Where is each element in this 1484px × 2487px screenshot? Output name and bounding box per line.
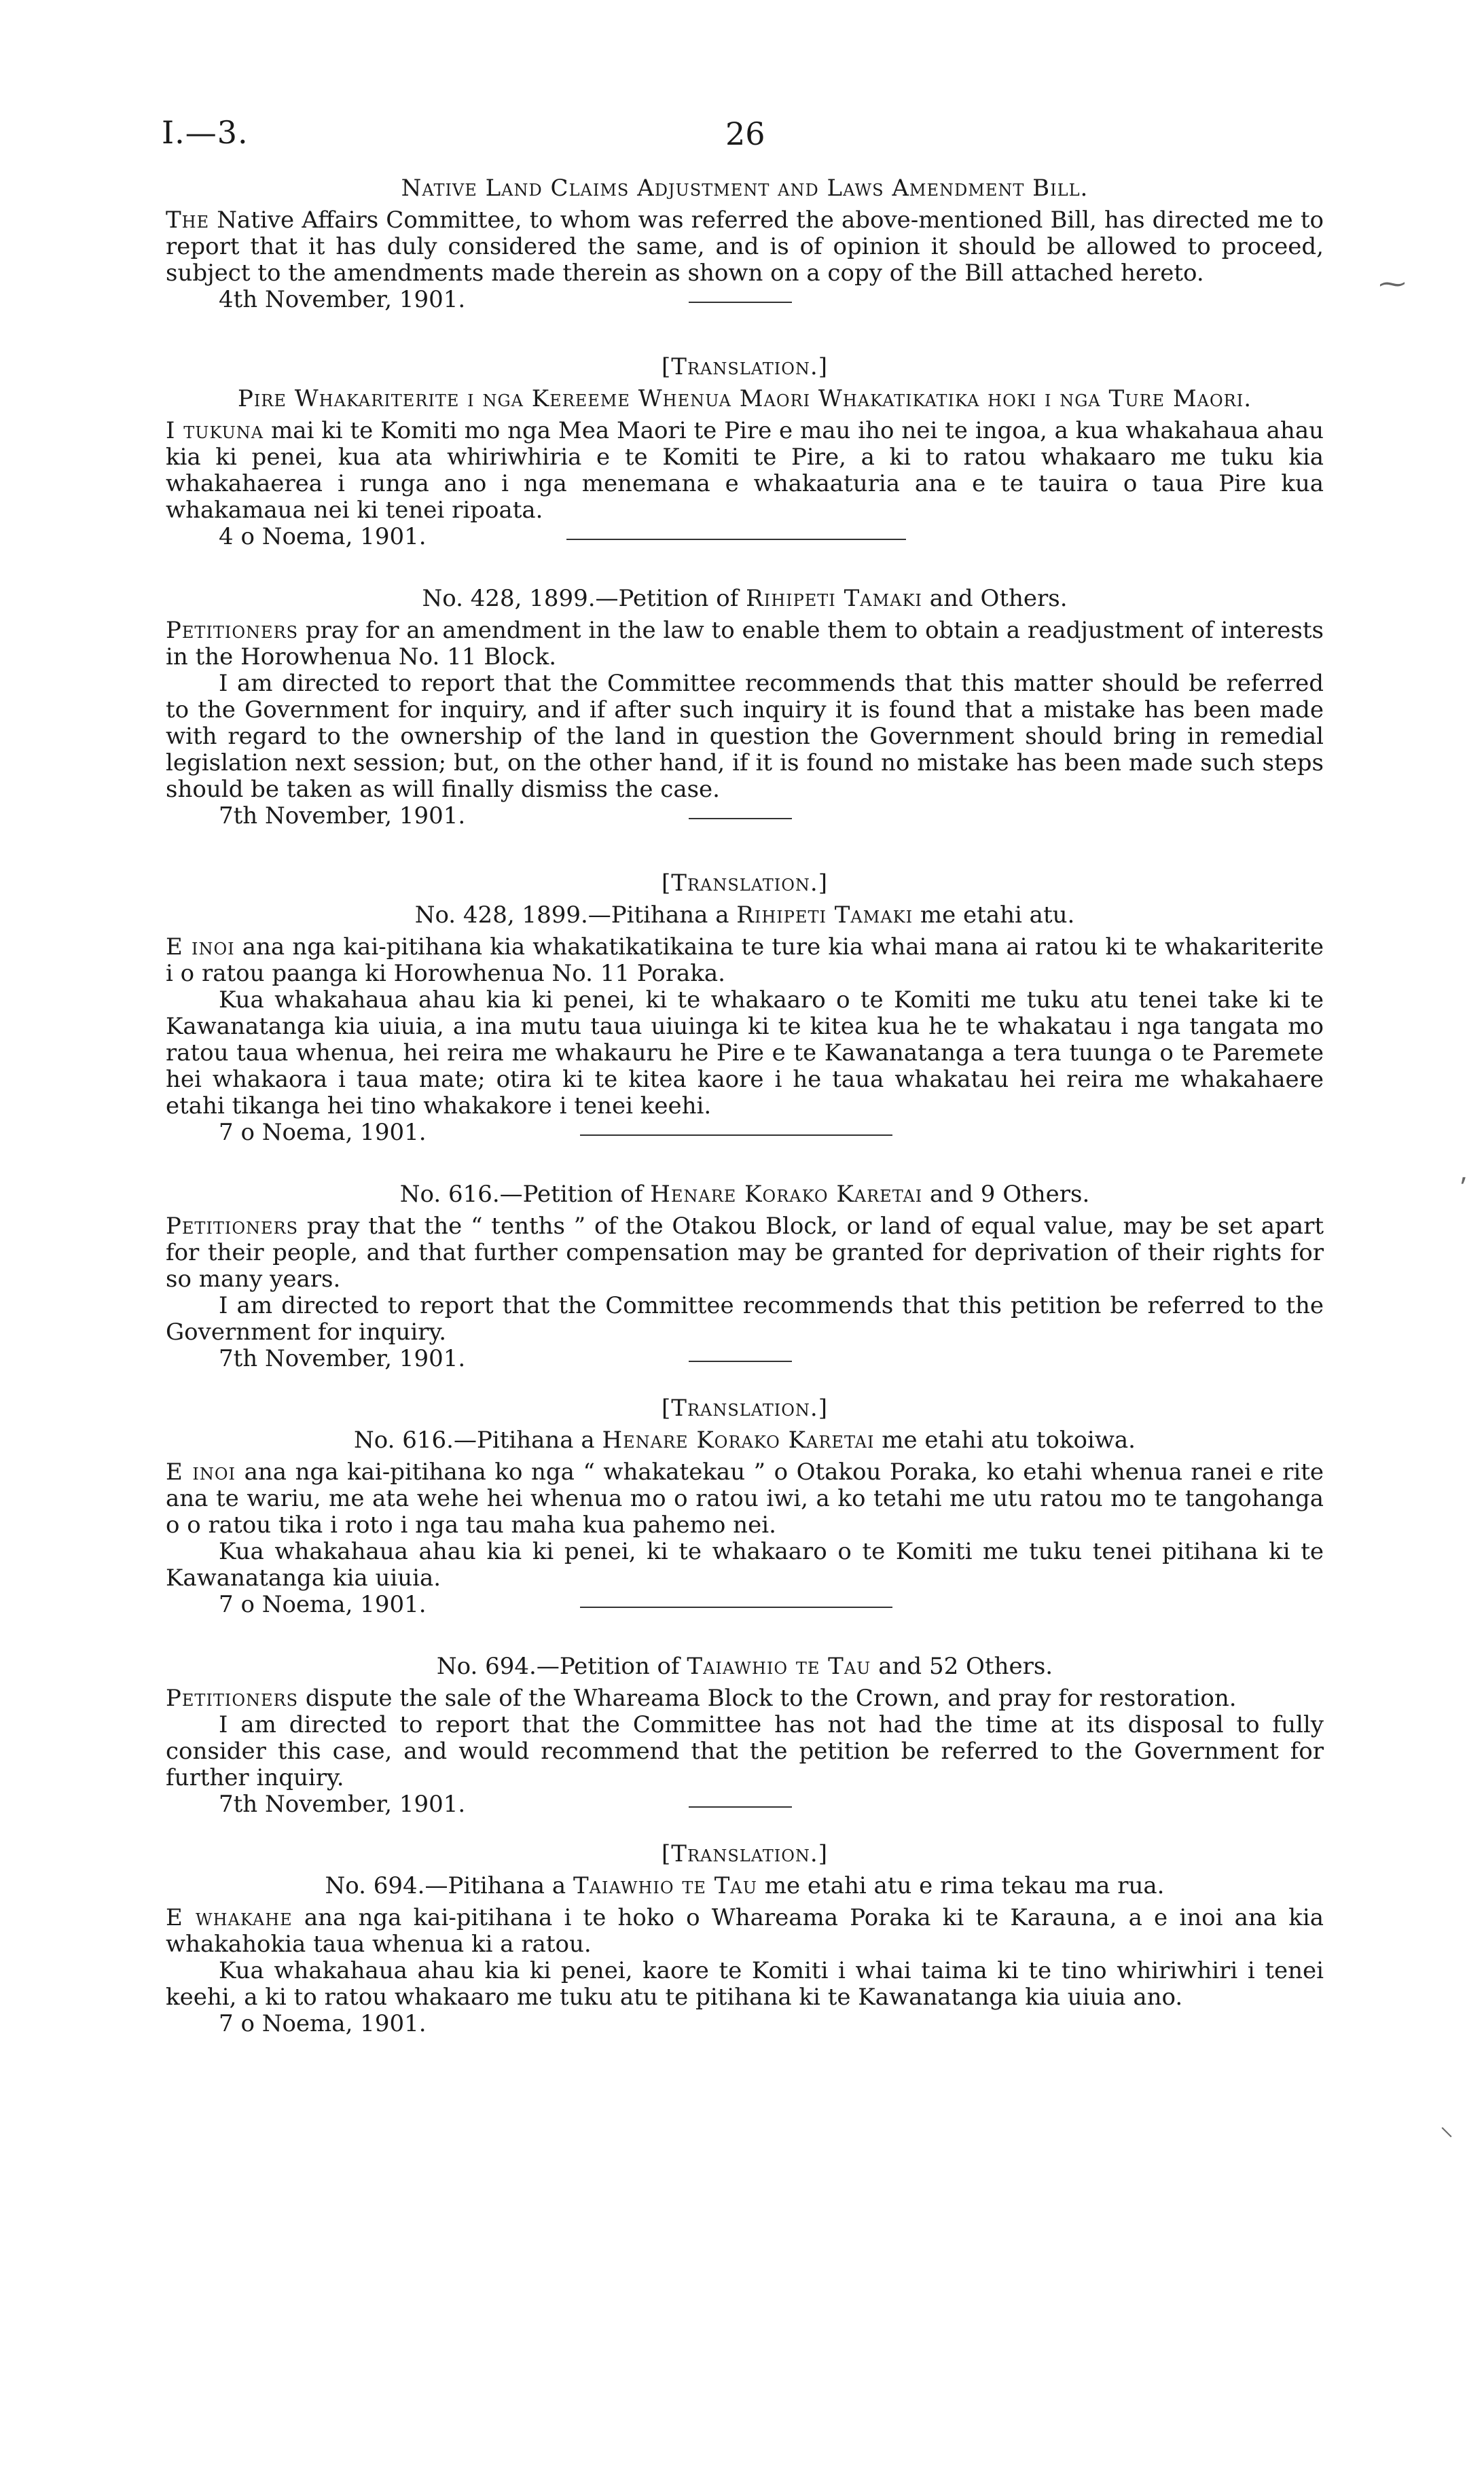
petition-heading	[166, 902, 1324, 929]
margin-mark-icon: ⸴	[1460, 1160, 1468, 1191]
translation-label: [Translation.]	[662, 870, 828, 897]
prayer-text: pray for an amendment in the law to enable them to obtain a readjustment of interests in the Horowhenua No. 11 Block.	[166, 617, 1324, 670]
document-body	[166, 175, 1324, 2037]
petition-heading	[166, 586, 1324, 612]
date-text: 7th November, 1901.	[219, 802, 466, 829]
heading-prefix: No. 616.—Petition of	[399, 1181, 651, 1208]
prayer-text: dispute the sale of the Whareama Block to the Crown, and pray for restoration.	[298, 1685, 1237, 1712]
heading-prefix: No. 428, 1899.—Pitihana a	[414, 901, 737, 929]
date-text: 7th November, 1901.	[219, 1345, 466, 1372]
heading-prefix: No. 694.—Petition of	[436, 1653, 687, 1680]
report-date	[166, 524, 1324, 550]
report-text: Native Affairs Committee, to whom was referred the above-mentioned Bill, has directed me to report that it has duly considered the same, and is of opinion it should be allowed to proceed, subject to the amendments made therein as shown on a copy of the Bill attached hereto.	[166, 207, 1324, 287]
report-date	[166, 803, 1324, 829]
petition-694	[166, 1653, 1324, 1818]
divider	[566, 539, 906, 540]
lead-word: E whakahe	[166, 1904, 293, 1931]
heading-prefix: No. 694.—Pitihana a	[325, 1872, 573, 1899]
report-date	[166, 1592, 1324, 1618]
heading-suffix: me etahi atu e rima tekau ma rua.	[757, 1872, 1165, 1899]
divider	[689, 302, 792, 303]
lead-word: E inoi	[166, 933, 235, 961]
petitioner-name: Rihipeti Tamaki	[736, 901, 913, 929]
bill-report	[166, 175, 1324, 313]
report-date	[166, 1791, 1324, 1818]
section-title: Native Land Claims Adjustment and Laws Amendment Bill.	[401, 175, 1089, 202]
margin-mark-icon: ⸜	[1440, 2111, 1453, 2142]
prayer-text: ana nga kai-pitihana ko nga “ whakatekau ” o Otakou Poraka, ko etahi whenua ranei e rite ana te wariu, me ata wehe hei whenua mo o ratou iwi, a ko tetahi me utu ratou mo te tangohanga o o ratou tika i roto i nga tau maha kua pahemo nei.	[166, 1459, 1324, 1539]
prayer-text: pray that the “ tenths ” of the Otakou Block, or land of equal value, may be set apart for their people, and that further compensation may be granted for deprivation of their rights for so many years.	[166, 1213, 1324, 1293]
section-title: Pire Whakariterite i nga Kereeme Whenua Maori Whakatikatika hoki i nga Ture Maori.	[237, 385, 1252, 412]
report-date	[166, 2011, 1324, 2037]
date-text: 7 o Noema, 1901.	[219, 1591, 427, 1618]
heading-suffix: me etahi atu tokoiwa.	[874, 1427, 1136, 1454]
petition-heading	[166, 1873, 1324, 1899]
petitioner-name: Taiawhio te Tau	[573, 1872, 757, 1899]
petition-heading	[166, 1427, 1324, 1454]
report-text: Kua whakahaua ahau kia ki penei, ki te whakaaro o te Komiti me tuku tenei pitihana ki te Kawanatanga kia uiuia.	[166, 1538, 1324, 1592]
bill-translation	[166, 354, 1324, 550]
report-text: I am directed to report that the Committee recommends that this matter should be referred to the Government for inquiry, and if after such inquiry it is found that a mistake has been made with regard to the ownership of the land in question the Government should bring in remedial legislation next session; but, on the other hand, if it is found no mistake has been made such steps should be taken as will finally dismiss the case.	[166, 670, 1324, 803]
petitioner-name: Henare Korako Karetai	[650, 1181, 923, 1208]
translation-label: [Translation.]	[662, 1395, 828, 1422]
petitioner-name: Henare Korako Karetai	[602, 1427, 875, 1454]
report-text: mai ki te Komiti mo nga Mea Maori te Pire e mau iho nei te ingoa, a kua whakahaua ahau kia ki penei, kua ata whiriwhiria e te Komiti te Pire, a ki to ratou whakaaro me tuku kia whakahaerea i runga ano i nga menemana e whakaaturia ana e te tauira o taua Pire kua whakamaua nei ki tenei ripoata.	[166, 417, 1324, 524]
report-text: Kua whakahaua ahau kia ki penei, ki te whakaaro o te Komiti me tuku atu tenei take ki te Kawanatanga kia uiuia, a ina mutu taua uiuinga ki te kitea kua he te whakatau i nga tangata mo ratou taua whenua, hei reira me whakauru he Pire e te Kawanatanga a tera tuunga o te Paremete hei whakaora i taua mate; otira ki te kitea kaore i he taua whakatau hei reira me whakahaere etahi tikanga hei tino whakakore i tenei keehi.	[166, 986, 1324, 1120]
date-text: 4th November, 1901.	[219, 286, 466, 313]
petitioner-name: Taiawhio te Tau	[687, 1653, 871, 1680]
petitioner-name: Rihipeti Tamaki	[746, 585, 922, 612]
petition-616	[166, 1181, 1324, 1372]
petition-616-translation	[166, 1395, 1324, 1618]
divider	[580, 1607, 892, 1608]
paper-reference: I.—3.	[162, 114, 249, 151]
report-date	[166, 1346, 1324, 1372]
divider	[689, 1806, 792, 1808]
report-date	[166, 1120, 1324, 1146]
report-text: I am directed to report that the Committee recommends that this petition be referred to the Government for inquiry.	[166, 1292, 1324, 1346]
report-date	[166, 287, 1324, 313]
petition-694-translation	[166, 1841, 1324, 2037]
divider	[580, 1134, 892, 1136]
prayer-text: ana nga kai-pitihana i te hoko o Whareama Poraka ki te Karauna, a e inoi ana kia whakahokia taua whenua ki a ratou.	[166, 1904, 1324, 1958]
lead-word: Petitioners	[166, 1685, 299, 1712]
heading-suffix: me etahi atu.	[913, 901, 1075, 929]
lead-word: The	[166, 207, 210, 234]
date-text: 4 o Noema, 1901.	[219, 523, 427, 550]
margin-mark-icon: ⁓	[1379, 268, 1406, 300]
translation-label: [Translation.]	[662, 1840, 828, 1867]
lead-word: Petitioners	[166, 1213, 299, 1240]
petition-428-translation	[166, 870, 1324, 1146]
lead-word: E inoi	[166, 1459, 236, 1486]
heading-suffix: and Others.	[922, 585, 1068, 612]
heading-prefix: No. 428, 1899.—Petition of	[422, 585, 746, 612]
prayer-text: ana nga kai-pitihana kia whakatikatikaina te ture kia whai mana ai ratou ki te whakariterite i o ratou paanga ki Horowhenua No. 11 Poraka.	[166, 933, 1324, 987]
lead-word: I tukuna	[166, 417, 264, 444]
date-text: 7th November, 1901.	[219, 1791, 466, 1818]
report-text: Kua whakahaua ahau kia ki penei, kaore te Komiti i whai taima ki te tino whiriwhiri i tenei keehi, a ki to ratou whakaaro me tuku atu te pitihana ki te Kawanatanga kia uiuia ano.	[166, 1957, 1324, 2011]
translation-label: [Translation.]	[662, 353, 828, 380]
date-text: 7 o Noema, 1901.	[219, 1119, 427, 1146]
lead-word: Petitioners	[166, 617, 299, 644]
divider	[689, 818, 792, 819]
report-text: I am directed to report that the Committee has not had the time at its disposal to fully consider this case, and would recommend that the petition be referred to the Government for further inquiry.	[166, 1711, 1324, 1791]
petition-heading	[166, 1653, 1324, 1680]
petition-heading	[166, 1181, 1324, 1208]
date-text: 7 o Noema, 1901.	[219, 2010, 427, 2037]
petition-428	[166, 586, 1324, 829]
heading-prefix: No. 616.—Pitihana a	[354, 1427, 602, 1454]
heading-suffix: and 52 Others.	[871, 1653, 1053, 1680]
heading-suffix: and 9 Others.	[922, 1181, 1090, 1208]
divider	[689, 1361, 792, 1362]
page-number: 26	[725, 115, 765, 152]
